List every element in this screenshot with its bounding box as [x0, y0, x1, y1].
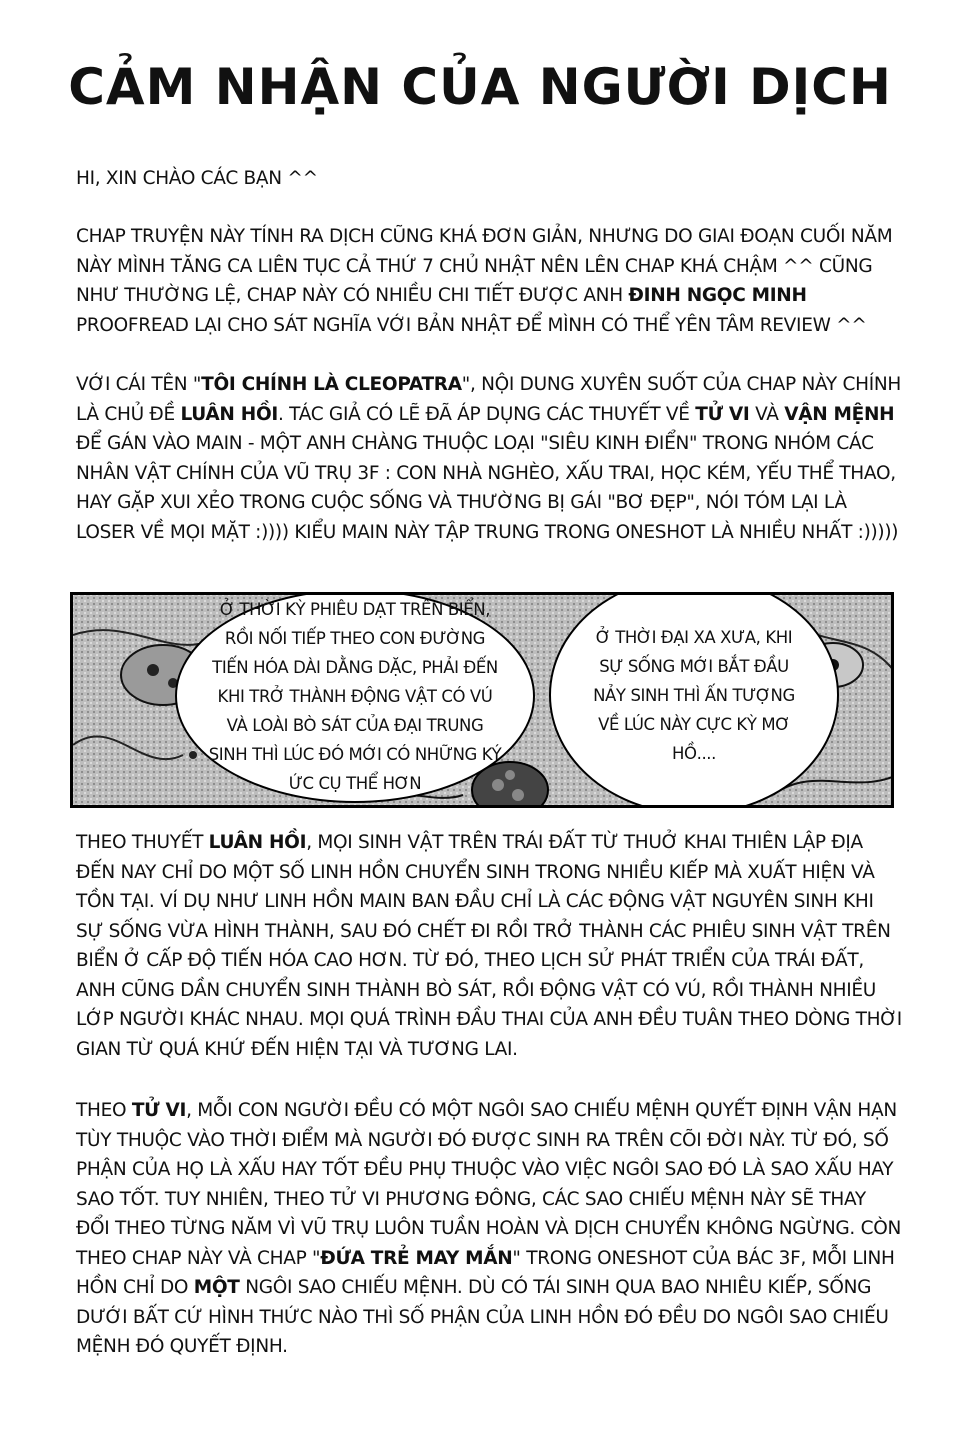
- theme-text-4: VÀ: [749, 403, 785, 425]
- keyword-tu-vi-2: TỬ VI: [131, 1100, 187, 1121]
- speech-bubble-left-text: Ở THỜI KỲ PHIÊU DẠT TRÊN BIỂN, RỒI NỐI TIẾP THEO CON ĐƯỜNG TIẾN HÓA DÀI DẰNG DẶC, PHẢI ĐẾN KHI TRỞ THÀNH ĐỘNG VẬT CÓ VÚ VÀ LOÀI BÒ SÁT CỦA ĐẠI TRUNG SINH THÌ LÚC ĐÓ MỚI CÓ NHỮNG KÝ ỨC CỤ THỂ HƠN: [208, 599, 502, 793]
- speech-bubble-left: [175, 592, 535, 803]
- astrology-paragraph: [76, 1096, 902, 1362]
- chapter-title: TÔI CHÍNH LÀ CLEOPATRA: [201, 374, 462, 395]
- astrology-text-4: NGÔI SAO CHIẾU MỆNH. DÙ CÓ TÁI SINH QUA BAO NHIÊU KIẾP, SỐNG DƯỚI BẤT CỨ HÌNH THỨC NÀO THÌ SỐ PHẬN CỦA LINH HỒN ĐÓ ĐỀU DO NGÔI SAO CHIẾU MỆNH ĐÓ QUYẾT ĐỊNH.: [76, 1277, 889, 1357]
- page-title: CẢM NHẬN CỦA NGƯỜI DỊCH: [68, 58, 892, 116]
- theme-paragraph: [76, 370, 902, 547]
- proofreader-name: ĐINH NGỌC MINH: [628, 285, 807, 306]
- astrology-text-2: , MỖI CON NGƯỜI ĐỀU CÓ MỘT NGÔI SAO CHIẾU MỆNH QUYẾT ĐỊNH VẬN HẠN TÙY THUỘC VÀO THỜI ĐIỂM MÀ NGƯỜI ĐÓ ĐƯỢC SINH RA TRÊN CÕI ĐỜI NÀY. TỪ ĐÓ, SỐ PHẬN CỦA HỌ LÀ XẤU HAY TỐT ĐỀU PHỤ THUỘC VÀO VIỆC NGÔI SAO ĐÓ LÀ SAO XẤU HAY SAO TỐT. TUY NHIÊN, THEO TỬ VI PHƯƠNG ĐÔNG, CÁC SAO CHIẾU MỆNH NÀY SẼ THAY ĐỔI THEO TỪNG NĂM VÌ VŨ TRỤ LUÔN TUẦN HOÀN VÀ DỊCH CHUYỂN KHÔNG NGỪNG. CÒN THEO CHAP NÀY VÀ CHAP ": [76, 1100, 901, 1269]
- intro-text-1: CHAP TRUYỆN NÀY TÍNH RA DỊCH CŨNG KHÁ ĐƠN GIẢN, NHƯNG DO GIAI ĐOẠN CUỐI NĂM NÀY MÌNH TĂNG CA LIÊN TỤC CẢ THỨ 7 CHỦ NHẬT NÊN LÊN CHAP KHÁ CHẬM ^^ CŨNG NHƯ THƯỜNG LỆ, CHAP NÀY CÓ NHIỀU CHI TIẾT ĐƯỢC ANH: [76, 226, 893, 306]
- intro-paragraph: [76, 222, 902, 340]
- intro-text-2: PROOFREAD LẠI CHO SÁT NGHĨA VỚI BẢN NHẬT ĐỂ MÌNH CÓ THỂ YÊN TÂM REVIEW ^^: [76, 314, 867, 336]
- reincarnation-text-2: , MỌI SINH VẬT TRÊN TRÁI ĐẤT TỪ THUỞ KHAI THIÊN LẬP ĐỊA ĐẾN NAY CHỈ DO MỘT SỐ LINH HỒN CHUYỂN SINH TRONG NHIỀU KIẾP MÀ XUẤT HIỆN VÀ TỒN TẠI. VÍ DỤ NHƯ LINH HỒN MAIN BAN ĐẦU CHỈ LÀ CÁC ĐỘNG VẬT NGUYÊN SINH KHI SỰ SỐNG VỪA HÌNH THÀNH, SAU ĐÓ CHẾT ĐI RỒI TRỞ THÀNH CÁC PHIÊU SINH VẬT TRÊN BIỂN Ở CẤP ĐỘ TIẾN HÓA CAO HƠN. TỪ ĐÓ, THEO LỊCH SỬ PHÁT TRIỂN CỦA TRÁI ĐẤT, ANH CŨNG DẦN CHUYỂN SINH THÀNH BÒ SÁT, RỒI ĐỘNG VẬT CÓ VÚ, RỒI THÀNH NHIỀU LỚP NGƯỜI KHÁC NHAU. MỌI QUÁ TRÌNH ĐẦU THAI CỦA ANH ĐỀU TUÂN THEO DÒNG THỜI GIAN TỪ QUÁ KHỨ ĐẾN HIỆN TẠI VÀ TƯƠNG LAI.: [76, 832, 902, 1060]
- speech-bubble-right-text: Ở THỜI ĐẠI XA XƯA, KHI SỰ SỐNG MỚI BẮT ĐẦU NẢY SINH THÌ ẤN TƯỢNG VỀ LÚC NÀY CỰC KỲ MƠ HỒ....: [593, 627, 795, 763]
- speech-bubble-right: [549, 592, 839, 808]
- keyword-tu-vi: TỬ VI: [695, 403, 750, 425]
- astrology-text-3: " TRONG ONESHOT CỦA BÁC 3F, MỖI LINH HỒN CHỈ DO: [76, 1247, 895, 1298]
- keyword-luan-hoi: LUÂN HỒI: [180, 403, 278, 425]
- keyword-mot: MỘT: [193, 1277, 240, 1298]
- oneshot-title: ĐỨA TRẺ MAY MẮN: [320, 1247, 513, 1269]
- keyword-van-menh: VẬN MỆNH: [784, 403, 895, 425]
- keyword-luan-hoi-2: LUÂN HỒI: [208, 832, 307, 853]
- manga-panel: [70, 592, 894, 808]
- theme-text-3: . TÁC GIẢ CÓ LẼ ĐÃ ÁP DỤNG CÁC THUYẾT VỀ: [277, 403, 696, 425]
- theme-text-2: ", NỘI DUNG XUYÊN SUỐT CỦA CHAP NÀY CHÍNH LÀ CHỦ ĐỀ: [76, 374, 902, 425]
- reincarnation-text-1: THEO THUYẾT: [76, 832, 209, 853]
- theme-text-5: ĐỂ GÁN VÀO MAIN - MỘT ANH CHÀNG THUỘC LOẠI "SIÊU KINH ĐIỂN" TRONG NHÓM CÁC NHÂN VẬT CHÍNH CỦA VŨ TRỤ 3F : CON NHÀ NGHÈO, XẤU TRAI, HỌC KÉM, YẾU THỂ THAO, HAY GẶP XUI XẺO TRONG CUỘC SỐNG VÀ THƯỜNG BỊ GÁI "BƠ ĐẸP", NÓI TÓM LẠI LÀ LOSER VỀ MỌI MẶT :)))) KIỂU MAIN NÀY TẬP TRUNG TRONG ONESHOT LÀ NHIỀU NHẤT :))))): [76, 433, 899, 543]
- reincarnation-paragraph: [76, 828, 902, 1064]
- theme-text-1: VỚI CÁI TÊN ": [76, 374, 202, 395]
- greeting-text: HI, XIN CHÀO CÁC BẠN ^^: [76, 168, 318, 189]
- astrology-text-1: THEO: [76, 1100, 132, 1121]
- greeting-paragraph: [76, 164, 902, 194]
